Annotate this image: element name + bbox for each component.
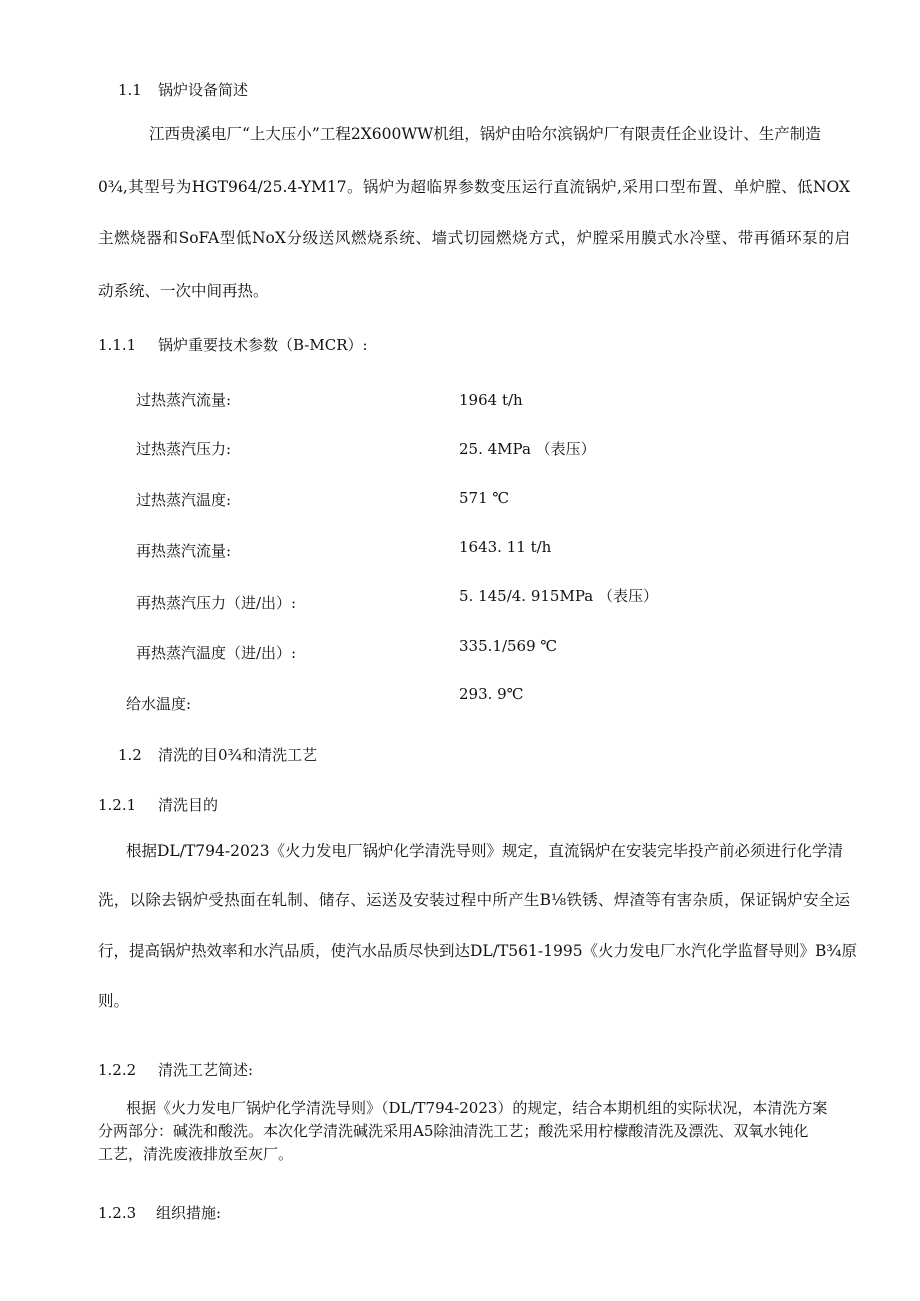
param-value: 571 ℃ <box>459 489 510 507</box>
intro-line-1: 江西贵溪电厂“上大压小”工程2X600WW机组，锅炉由哈尔滨锅炉厂有限责任企业设计、生产制造 <box>149 125 821 143</box>
param-label: 再热蒸汽温度（进/出）: <box>136 644 297 662</box>
purpose-line-2: 洗，以除去锅炉受热面在轧制、储存、运送及安装过程中所产生B⅛铁锈、焊渣等有害杂质，保证锅炉安全运 <box>98 891 850 909</box>
section-1-1-heading <box>118 80 248 100</box>
purpose-line-1: 根据DL/T794-2023《火力发电厂锅炉化学清洗导则》规定，直流锅炉在安装完毕投产前必须进行化学清 <box>126 842 844 860</box>
section-1-1-1-heading <box>98 335 368 355</box>
param-label: 过热蒸汽流量: <box>136 391 232 409</box>
section-title: 清洗工艺简述: <box>158 1061 254 1079</box>
process-line-2: 分两部分：碱洗和酸洗。本次化学清洗碱洗采用A5除油清洗工艺；酸洗采用柠檬酸清洗及漂洗、双氧水钝化 <box>98 1122 809 1140</box>
param-label: 过热蒸汽温度: <box>136 491 232 509</box>
section-title: 清洗目的 <box>158 796 219 814</box>
section-1-2-2-heading <box>98 1060 253 1080</box>
section-number: 1.2.1 <box>98 796 137 814</box>
intro-line-4: 动系统、一次中间再热。 <box>98 282 269 300</box>
param-value: 5. 145/4. 915MPa （表压） <box>459 587 658 605</box>
section-title: 清洗的目0¾和清洗工艺 <box>158 746 318 764</box>
param-label: 再热蒸汽流量: <box>136 542 232 560</box>
purpose-line-4: 则。 <box>98 992 130 1010</box>
param-value: 293. 9℃ <box>459 685 524 703</box>
section-1-2-3-heading <box>98 1203 221 1223</box>
section-number: 1.2.3 <box>98 1204 137 1222</box>
section-1-2-heading <box>118 745 317 765</box>
purpose-line-3: 行，提高锅炉热效率和水汽品质，使汽水品质尽快到达DL/T561-1995《火力发电厂水汽化学监督导则》B¾原 <box>98 942 857 960</box>
process-line-3: 工艺，清洗废液排放至灰厂。 <box>98 1145 294 1163</box>
process-line-1: 根据《火力发电厂锅炉化学清洗导则》（DL/T794-2023）的规定，结合本期机组的实际状况，本清洗方案 <box>126 1099 828 1117</box>
param-value: 335.1/569 ℃ <box>459 637 558 655</box>
param-label: 再热蒸汽压力（进/出）: <box>136 594 297 612</box>
param-label: 给水温度: <box>126 695 192 713</box>
param-label: 过热蒸汽压力: <box>136 440 232 458</box>
section-number: 1.1 <box>118 81 142 99</box>
intro-line-2: 0¾,其型号为HGT964/25.4-YM17。锅炉为超临界参数变压运行直流锅炉,采用口型布置、单炉膛、低NOX <box>98 178 850 196</box>
intro-line-3: 主燃烧器和SoFA型低NoX分级送风燃烧系统、墙式切园燃烧方式，炉膛采用膜式水冷壁、带再循环泵的启 <box>98 229 850 247</box>
param-value: 1643. 11 t/h <box>459 538 552 556</box>
param-value: 25. 4MPa （表压） <box>459 440 596 458</box>
section-title: 锅炉重要技术参数（B-MCR）: <box>158 336 368 354</box>
param-value: 1964 t/h <box>459 391 523 409</box>
section-number: 1.2 <box>118 746 142 764</box>
section-1-2-1-heading <box>98 795 218 815</box>
section-number: 1.2.2 <box>98 1061 137 1079</box>
section-title: 锅炉设备简述 <box>158 81 249 99</box>
section-number: 1.1.1 <box>98 336 137 354</box>
section-title: 组织措施: <box>156 1204 222 1222</box>
